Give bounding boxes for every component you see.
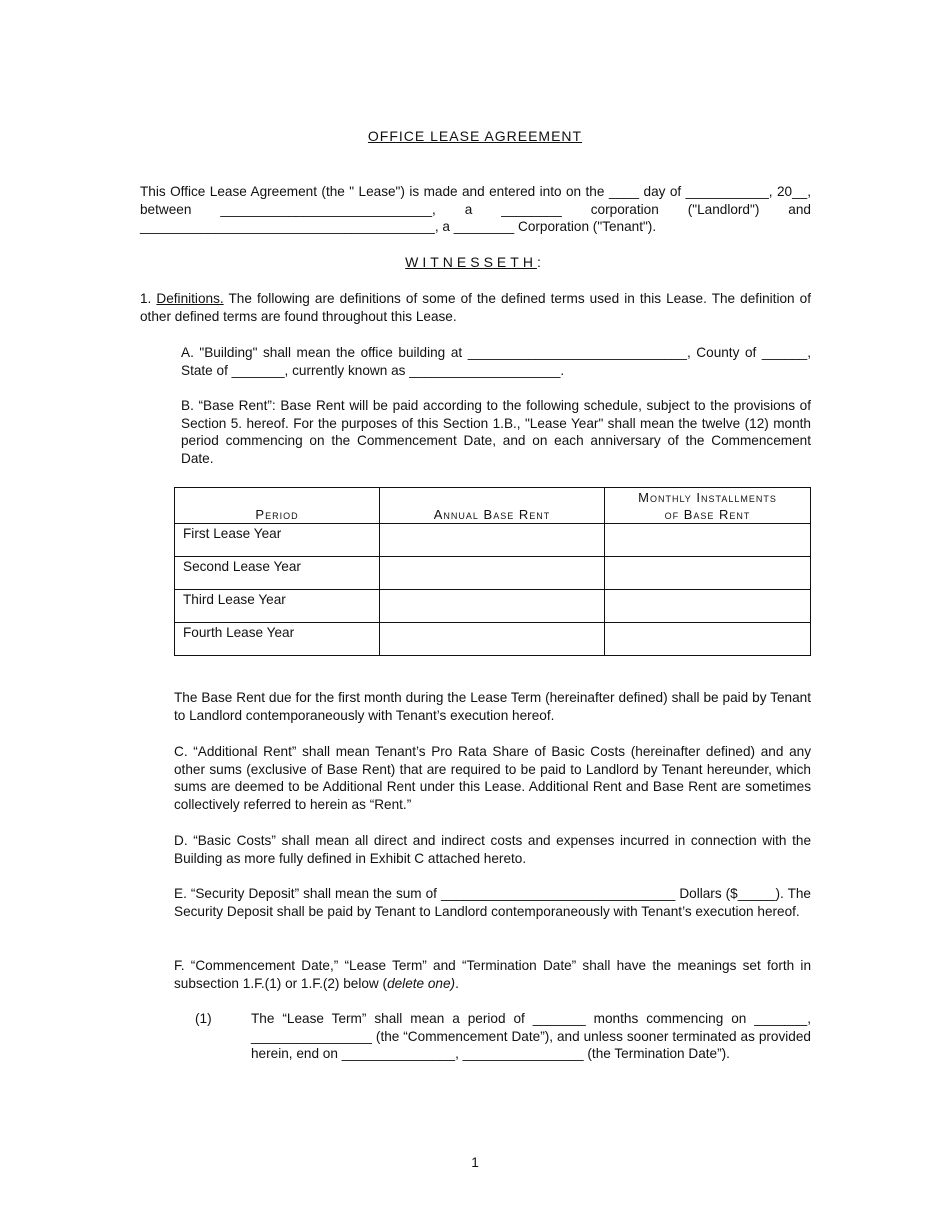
header-period: Period (175, 488, 380, 524)
subsection-1-lease-term: The “Lease Term” shall mean a period of _______ months commencing on _______, ________________ (the “Commencement Date”), and unless sooner terminated as provided herein, end on _______________, ________________ (the Termination Date”). (251, 1011, 811, 1062)
row-monthly-rent (605, 557, 811, 590)
row-annual-rent (380, 623, 605, 656)
row-period: First Lease Year (175, 524, 380, 557)
page-number: 1 (471, 1155, 479, 1170)
witnesseth-heading: WITNESSETH: (405, 254, 545, 270)
paragraph-base-rent-due: The Base Rent due for the first month during the Lease Term (hereinafter defined) shall be paid by Tenant to Landlord contemporaneously with Tenant’s execution hereof. (174, 690, 811, 723)
section-1-definitions (140, 290, 811, 325)
row-annual-rent (380, 590, 605, 623)
intro-line-2: between ____________________________, a ________ corporation ("Landlord") and (140, 201, 811, 217)
intro-line-3: _______________________________________, a ________ Corporation ("Tenant"). (140, 219, 657, 235)
row-period: Fourth Lease Year (175, 623, 380, 656)
intro-line-1: This Office Lease Agreement (the " Lease") is made and entered into on the ____ day of ___________, 20__, (140, 184, 811, 199)
header-annual-base-rent: Annual Base Rent (380, 488, 605, 524)
row-period: Third Lease Year (175, 590, 380, 623)
paragraph-a-building: A. "Building" shall mean the office building at _____________________________, County of ______, State of _______, currently known as ____________________. (181, 345, 811, 378)
intro-paragraph (140, 183, 811, 236)
header-monthly-installments: Monthly Installments of Base Rent (605, 488, 811, 524)
base-rent-schedule-table (174, 487, 811, 656)
row-monthly-rent (605, 623, 811, 656)
paragraph-b-base-rent: B. “Base Rent”: Base Rent will be paid according to the following schedule, subject to the provisions of Section 5. hereof. For the purposes of this Section 1.B., "Lease Year" shall mean the twelve (12) month period commencing on the Commencement Date, and on each anniversary of the Commencement Date. (181, 398, 811, 466)
row-monthly-rent (605, 590, 811, 623)
section-1-number: 1. (140, 291, 152, 306)
row-annual-rent (380, 557, 605, 590)
paragraph-c-additional-rent: C. “Additional Rent” shall mean Tenant’s Pro Rata Share of Basic Costs (hereinafter defined) and any other sums (exclusive of Base Rent) that are required to be paid to Landlord by Tenant hereunder, which sums are deemed to be Additional Rent under this Lease. Additional Rent and Base Rent are sometimes collectively referred to herein as “Rent.” (174, 744, 811, 812)
section-1-text: The following are definitions of some of the defined terms used in this Lease. The definition of other defined terms are found throughout this Lease. (140, 291, 811, 324)
table-header-row (175, 488, 811, 524)
paragraph-d-basic-costs: D. “Basic Costs” shall mean all direct and indirect costs and expenses incurred in connection with the Building as more fully defined in Exhibit C attached hereto. (174, 833, 811, 866)
row-annual-rent (380, 524, 605, 557)
paragraph-f-commencement: F. “Commencement Date,” “Lease Term” and “Termination Date” shall have the meanings set forth in subsection 1.F.(1) or 1.F.(2) below (delete one). (174, 958, 811, 991)
section-1-heading: Definitions. (156, 291, 224, 306)
row-monthly-rent (605, 524, 811, 557)
table-row (175, 524, 811, 557)
subsection-1-number: (1) (195, 1011, 212, 1026)
row-period: Second Lease Year (175, 557, 380, 590)
paragraph-e-security-deposit: E. “Security Deposit” shall mean the sum of _______________________________ Dollars ($_____). The Security Deposit shall be paid by Tenant to Landlord contemporaneously with Tenant’s execution hereof. (174, 886, 811, 919)
document-title: OFFICE LEASE AGREEMENT (367, 128, 583, 144)
table-row (175, 557, 811, 590)
table-row (175, 590, 811, 623)
table-row (175, 623, 811, 656)
